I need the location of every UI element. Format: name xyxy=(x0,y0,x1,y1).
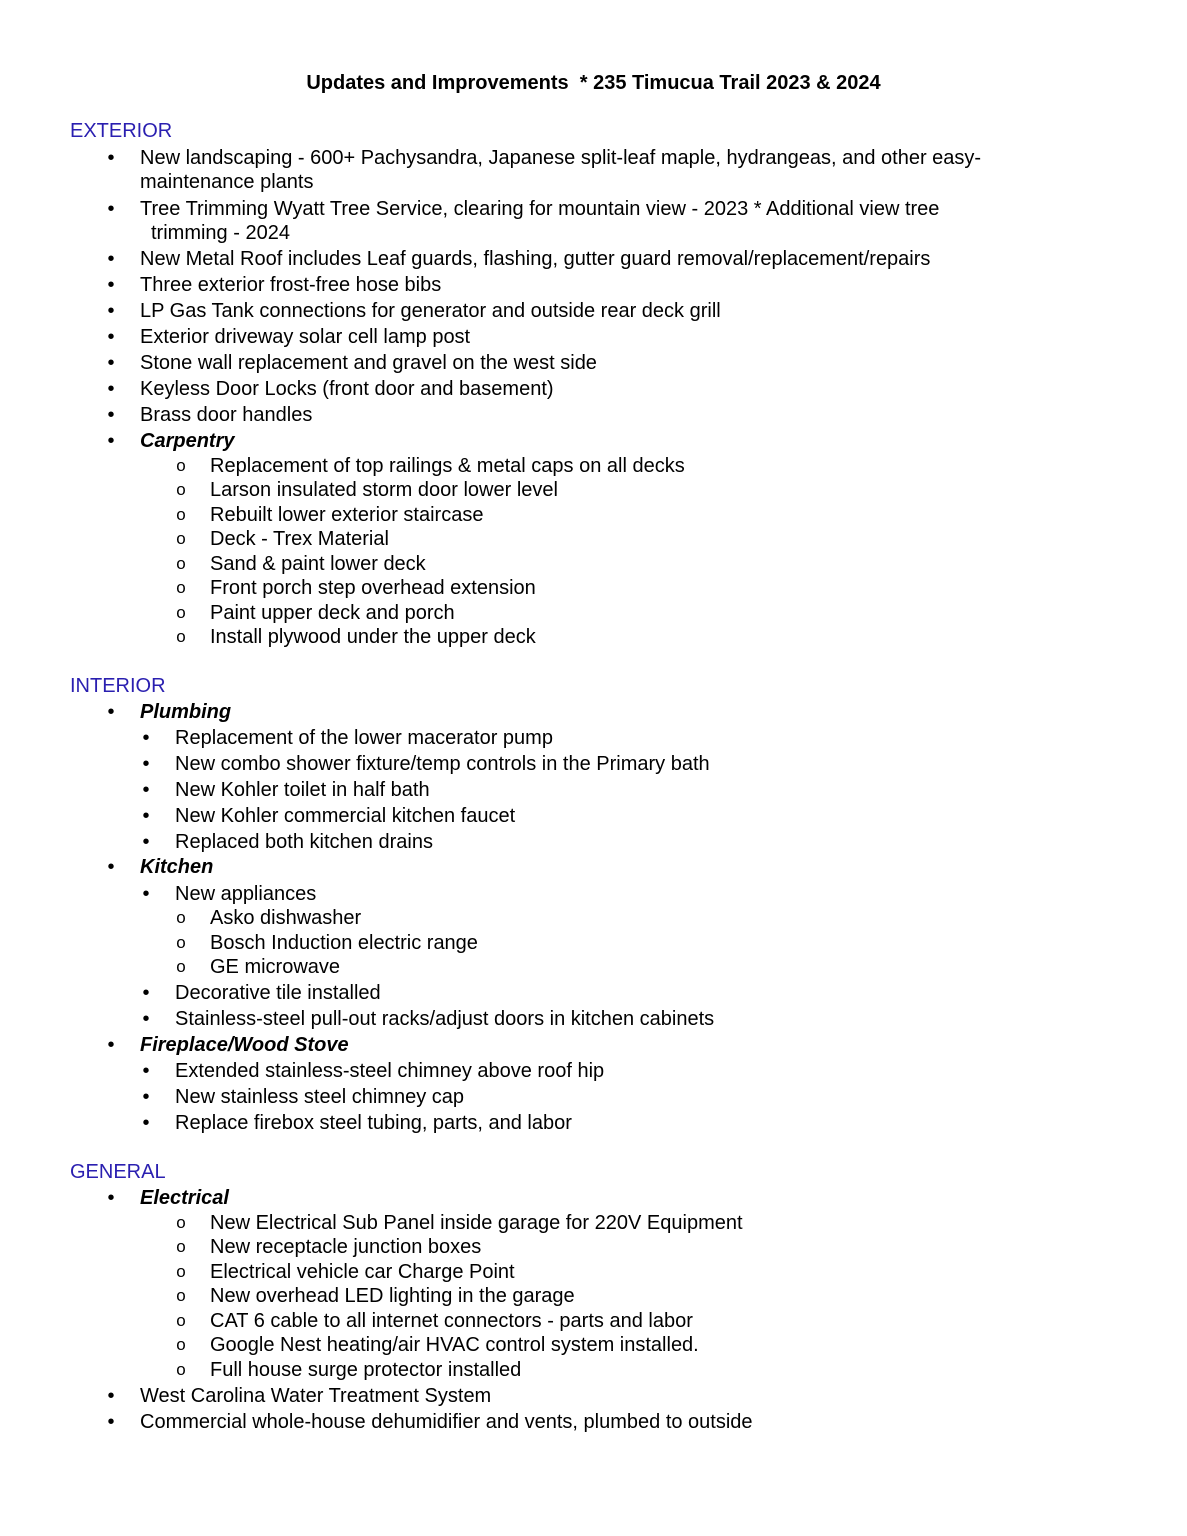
bullet-glyph: • xyxy=(107,1411,115,1433)
subheading-plumbing: Plumbing xyxy=(140,701,232,723)
bullet-glyph: • xyxy=(107,701,115,723)
bullet-glyph: • xyxy=(107,430,115,452)
bullet-glyph: • xyxy=(142,1060,150,1082)
bullet-glyph: • xyxy=(142,1008,150,1030)
sub-bullet-glyph: o xyxy=(176,603,186,622)
list-item: Tree Trimming Wyatt Tree Service, clearing for mountain view - 2023 * Additional view tree xyxy=(140,198,940,220)
list-item: Front porch step overhead extension xyxy=(210,577,536,599)
bullet-glyph: • xyxy=(142,1086,150,1108)
list-item: Decorative tile installed xyxy=(175,982,381,1004)
bullet-glyph: • xyxy=(142,1112,150,1134)
bullet-glyph: • xyxy=(107,378,115,400)
list-item: Electrical vehicle car Charge Point xyxy=(210,1261,515,1283)
list-item: Replacement of the lower macerator pump xyxy=(175,727,553,749)
bullet-glyph: • xyxy=(107,404,115,426)
list-item: Replaced both kitchen drains xyxy=(175,831,433,853)
list-item: New combo shower fixture/temp controls in the Primary bath xyxy=(175,753,710,775)
bullet-glyph: • xyxy=(142,727,150,749)
list-item: Extended stainless-steel chimney above roof hip xyxy=(175,1060,605,1082)
sub-bullet-glyph: o xyxy=(176,529,186,548)
list-item: Bosch Induction electric range xyxy=(210,932,478,954)
document-title: Updates and Improvements * 235 Timucua Trail 2023 & 2024 xyxy=(306,72,881,94)
sub-bullet-glyph: o xyxy=(176,908,186,927)
list-item-continuation: trimming - 2024 xyxy=(151,222,290,244)
bullet-glyph: • xyxy=(107,274,115,296)
sub-bullet-glyph: o xyxy=(176,1311,186,1330)
bullet-glyph: • xyxy=(107,147,115,169)
bullet-glyph: • xyxy=(107,1187,115,1209)
list-item: Install plywood under the upper deck xyxy=(210,626,536,648)
bullet-glyph: • xyxy=(107,326,115,348)
bullet-glyph: • xyxy=(142,779,150,801)
bullet-glyph: • xyxy=(142,805,150,827)
subheading-carpentry: Carpentry xyxy=(140,430,235,452)
sub-bullet-glyph: o xyxy=(176,554,186,573)
sub-bullet-glyph: o xyxy=(176,1335,186,1354)
list-item: New Metal Roof includes Leaf guards, flashing, gutter guard removal/replacement/repairs xyxy=(140,248,931,270)
list-item: Commercial whole-house dehumidifier and vents, plumbed to outside xyxy=(140,1411,753,1433)
list-item: Brass door handles xyxy=(140,404,313,426)
list-item-continuation: maintenance plants xyxy=(140,171,314,193)
list-item: GE microwave xyxy=(210,956,341,978)
bullet-glyph: • xyxy=(107,856,115,878)
list-item: Three exterior frost-free hose bibs xyxy=(140,274,442,296)
bullet-glyph: • xyxy=(107,248,115,270)
sub-bullet-glyph: o xyxy=(176,957,186,976)
section-heading-general: GENERAL xyxy=(70,1161,166,1183)
list-item: LP Gas Tank connections for generator and outside rear deck grill xyxy=(140,300,721,322)
list-item: New Kohler toilet in half bath xyxy=(175,779,430,801)
list-item: Larson insulated storm door lower level xyxy=(210,479,558,501)
bullet-glyph: • xyxy=(142,883,150,905)
list-item: New overhead LED lighting in the garage xyxy=(210,1285,575,1307)
list-item: Full house surge protector installed xyxy=(210,1359,522,1381)
list-item: Asko dishwasher xyxy=(210,907,362,929)
bullet-glyph: • xyxy=(107,198,115,220)
subheading-kitchen: Kitchen xyxy=(140,856,214,878)
list-item: Google Nest heating/air HVAC control system installed. xyxy=(210,1334,699,1356)
list-item: New appliances xyxy=(175,883,317,905)
sub-bullet-glyph: o xyxy=(176,480,186,499)
list-item: New receptacle junction boxes xyxy=(210,1236,482,1258)
list-item: Deck - Trex Material xyxy=(210,528,389,550)
list-item: Stainless-steel pull-out racks/adjust doors in kitchen cabinets xyxy=(175,1008,715,1030)
list-item: Replace firebox steel tubing, parts, and labor xyxy=(175,1112,572,1134)
section-heading-exterior: EXTERIOR xyxy=(70,120,173,142)
list-item: Exterior driveway solar cell lamp post xyxy=(140,326,471,348)
bullet-glyph: • xyxy=(142,982,150,1004)
list-item: CAT 6 cable to all internet connectors - parts and labor xyxy=(210,1310,693,1332)
bullet-glyph: • xyxy=(107,1385,115,1407)
subheading-fireplace: Fireplace/Wood Stove xyxy=(140,1034,349,1056)
list-item: Paint upper deck and porch xyxy=(210,602,455,624)
list-item: Rebuilt lower exterior staircase xyxy=(210,504,484,526)
sub-bullet-glyph: o xyxy=(176,1213,186,1232)
bullet-glyph: • xyxy=(107,1034,115,1056)
bullet-glyph: • xyxy=(107,300,115,322)
sub-bullet-glyph: o xyxy=(176,933,186,952)
sub-bullet-glyph: o xyxy=(176,1237,186,1256)
sub-bullet-glyph: o xyxy=(176,1360,186,1379)
list-item: New Kohler commercial kitchen faucet xyxy=(175,805,516,827)
subheading-electrical: Electrical xyxy=(140,1187,229,1209)
list-item: New stainless steel chimney cap xyxy=(175,1086,465,1108)
list-item: Keyless Door Locks (front door and basement) xyxy=(140,378,554,400)
list-item: Sand & paint lower deck xyxy=(210,553,426,575)
list-item: New Electrical Sub Panel inside garage for 220V Equipment xyxy=(210,1212,743,1234)
sub-bullet-glyph: o xyxy=(176,627,186,646)
sub-bullet-glyph: o xyxy=(176,1262,186,1281)
sub-bullet-glyph: o xyxy=(176,505,186,524)
list-item: Stone wall replacement and gravel on the west side xyxy=(140,352,597,374)
section-heading-interior: INTERIOR xyxy=(70,675,166,697)
list-item: New landscaping - 600+ Pachysandra, Japanese split-leaf maple, hydrangeas, and other easy- xyxy=(140,147,982,169)
list-item: West Carolina Water Treatment System xyxy=(140,1385,492,1407)
bullet-glyph: • xyxy=(107,352,115,374)
bullet-glyph: • xyxy=(142,753,150,775)
bullet-glyph: • xyxy=(142,831,150,853)
list-item: Replacement of top railings & metal caps on all decks xyxy=(210,455,685,477)
sub-bullet-glyph: o xyxy=(176,578,186,597)
sub-bullet-glyph: o xyxy=(176,456,186,475)
sub-bullet-glyph: o xyxy=(176,1286,186,1305)
